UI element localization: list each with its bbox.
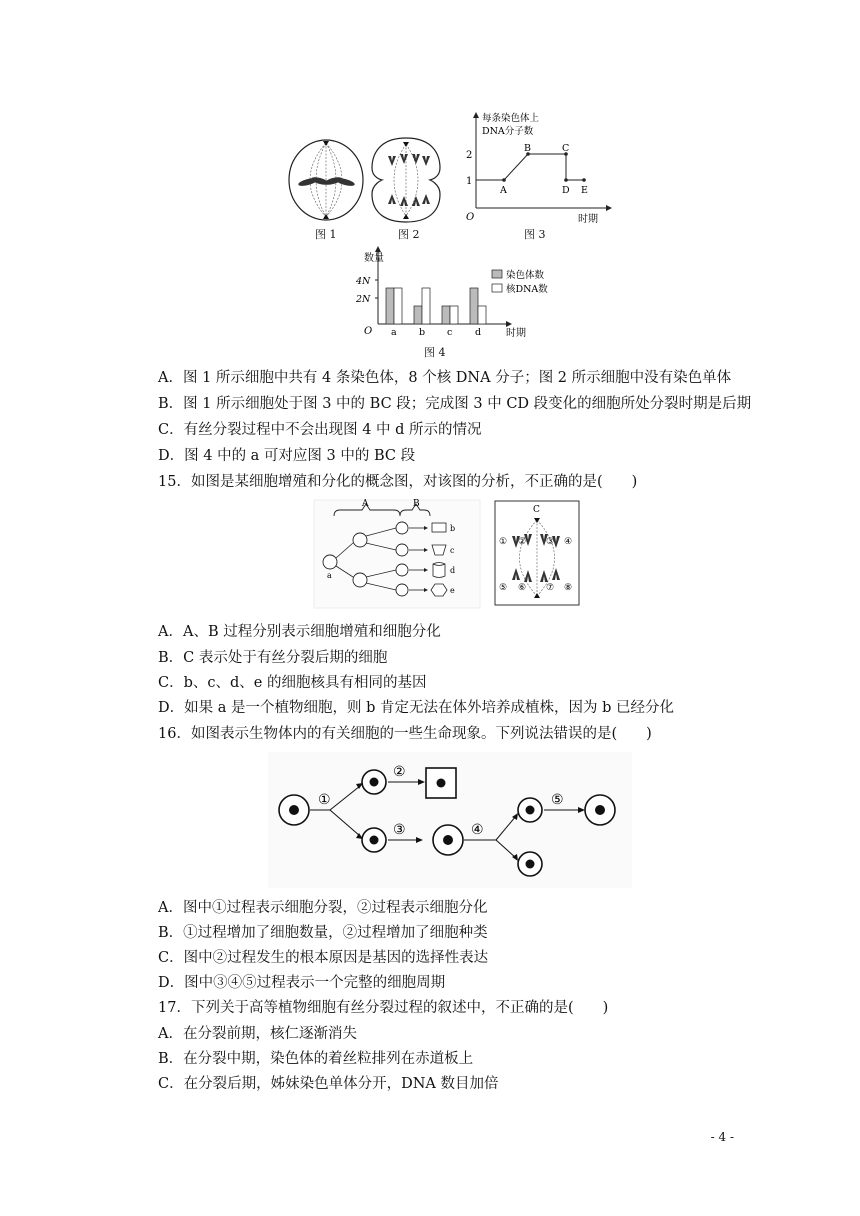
q16-stem: 16．如图表示生物体内的有关细胞的一些生命现象。下列说法错误的是( ): [158, 726, 652, 742]
figure-3-dna-per-chromosome-graph: [456, 108, 616, 224]
q15-chromosome-1: ①: [499, 537, 508, 547]
fig3-origin: O: [466, 212, 475, 223]
q15-cell-a: a: [327, 571, 332, 580]
fig3-x-label: 时期: [578, 214, 598, 225]
fig3-y-tick-1: 1: [466, 176, 473, 187]
fig3-point-b: B: [524, 143, 531, 154]
q15-cell-c: c: [450, 546, 455, 555]
q15-option-b: B．C 表示处于有丝分裂后期的细胞: [158, 650, 388, 666]
q15-cell-b: b: [450, 524, 456, 533]
q17-stem: 17．下列关于高等植物细胞有丝分裂过程的叙述中，不正确的是( ): [158, 1000, 609, 1016]
q14-option-c: C．有丝分裂过程中不会出现图 4 中 d 所示的情况: [158, 422, 482, 438]
fig4-bar-dna-b: [422, 288, 430, 324]
fig4-legend-chromosome-swatch: [492, 270, 502, 278]
fig3-point-d: D: [562, 185, 570, 196]
q16-option-b: B．①过程增加了细胞数量，②过程增加了细胞种类: [158, 925, 488, 941]
q16-option-d: D．图中③④⑤过程表示一个完整的细胞周期: [158, 975, 446, 991]
q15-chromosome-8: ⑧: [564, 583, 573, 593]
q15-option-c: C．b、c、d、e 的细胞核具有相同的基因: [158, 675, 427, 691]
figure-1-caption: 图 1: [315, 228, 337, 241]
q15-figure-c-anaphase-cell: [494, 500, 580, 606]
q16-step-2: ②: [393, 764, 406, 780]
fig3-point-a: A: [500, 185, 507, 196]
figure-4-bar-chart: [356, 244, 548, 342]
fig4-legend-chromosome: 染色体数: [506, 270, 545, 281]
fig4-category-a: a: [391, 327, 397, 338]
fig4-y-title: 数量: [364, 253, 384, 264]
figure-3-caption: 图 3: [524, 228, 546, 241]
q15-label-b: B: [413, 499, 420, 509]
fig4-legend-dna-swatch: [492, 284, 502, 292]
fig4-legend-dna: 核DNA数: [506, 284, 548, 295]
q17-option-c: C．在分裂后期，姊妹染色单体分开，DNA 数目加倍: [158, 1076, 499, 1092]
fig4-bar-chromosome-d: [470, 288, 478, 324]
q16-step-4: ④: [471, 822, 484, 838]
figure-2-anaphase-cell: [370, 134, 442, 226]
page-number: - 4 -: [710, 1130, 734, 1144]
fig4-bar-dna-d: [478, 306, 486, 324]
fig4-bar-dna-c: [450, 306, 458, 324]
q15-option-d: D．如果 a 是一个植物细胞，则 b 肯定无法在体外培养成植株，因为 b 已经分化: [158, 700, 674, 716]
fig4-category-b: b: [419, 327, 426, 338]
fig4-bar-chromosome-a: [386, 288, 394, 324]
fig3-point-e: E: [581, 185, 588, 196]
q16-option-c: C．图中②过程发生的根本原因是基因的选择性表达: [158, 950, 489, 966]
q15-chromosome-6: ⑥: [518, 583, 527, 593]
fig3-y-title-1: 每条染色体上: [482, 113, 540, 124]
fig4-y-tick-4n: 4N: [356, 276, 371, 287]
q14-option-b: B．图 1 所示细胞处于图 3 中的 BC 段；完成图 3 中 CD 段变化的细胞所处分裂时期是后期: [158, 396, 752, 412]
q16-step-5: ⑤: [551, 792, 564, 808]
q14-option-a: A．图 1 所示细胞中共有 4 条染色体，8 个核 DNA 分子；图 2 所示细胞中没有染色单体: [158, 370, 732, 386]
fig4-category-c: c: [447, 327, 453, 338]
fig4-origin: O: [364, 326, 373, 337]
q15-chromosome-2: ②: [518, 537, 527, 547]
q16-step-1: ①: [318, 792, 331, 808]
figure-2-caption: 图 2: [398, 228, 420, 241]
q15-option-a: A．A、B 过程分别表示细胞增殖和细胞分化: [158, 624, 441, 640]
figure-4-caption: 图 4: [424, 346, 446, 359]
q16-figure-cell-life-phenomena: [268, 752, 632, 888]
q15-chromosome-7: ⑦: [546, 583, 555, 593]
q15-chromosome-3: ③: [546, 537, 555, 547]
q14-option-d: D．图 4 中的 a 可对应图 3 中的 BC 段: [158, 448, 416, 464]
fig4-bar-dna-a: [394, 288, 402, 324]
q15-cell-d: d: [450, 566, 456, 575]
q15-label-a: A: [362, 499, 369, 509]
fig4-bar-chromosome-b: [414, 306, 422, 324]
q15-chromosome-5: ⑤: [499, 583, 508, 593]
q15-cell-e: e: [450, 586, 455, 595]
q16-option-a: A．图中①过程表示细胞分裂，②过程表示细胞分化: [158, 900, 488, 916]
q15-chromosome-4: ④: [564, 537, 573, 547]
fig3-y-title-2: DNA分子数: [482, 126, 534, 137]
q15-figure-growth-differentiation: [312, 498, 482, 610]
q16-step-3: ③: [393, 822, 406, 838]
fig4-bar-chromosome-c: [442, 306, 450, 324]
q17-option-a: A．在分裂前期，核仁逐渐消失: [158, 1026, 357, 1042]
q17-option-b: B．在分裂中期，染色体的着丝粒排列在赤道板上: [158, 1051, 474, 1067]
fig4-x-label: 时期: [506, 328, 526, 339]
fig3-y-tick-2: 2: [466, 150, 473, 161]
figure-1-metaphase-cell: [286, 137, 366, 223]
fig3-point-c: C: [562, 143, 570, 154]
fig4-y-tick-2n: 2N: [356, 294, 371, 305]
q15-label-c: C: [533, 505, 540, 515]
q15-stem: 15．如图是某细胞增殖和分化的概念图，对该图的分析，不正确的是( ): [158, 474, 638, 490]
fig4-category-d: d: [475, 327, 482, 338]
